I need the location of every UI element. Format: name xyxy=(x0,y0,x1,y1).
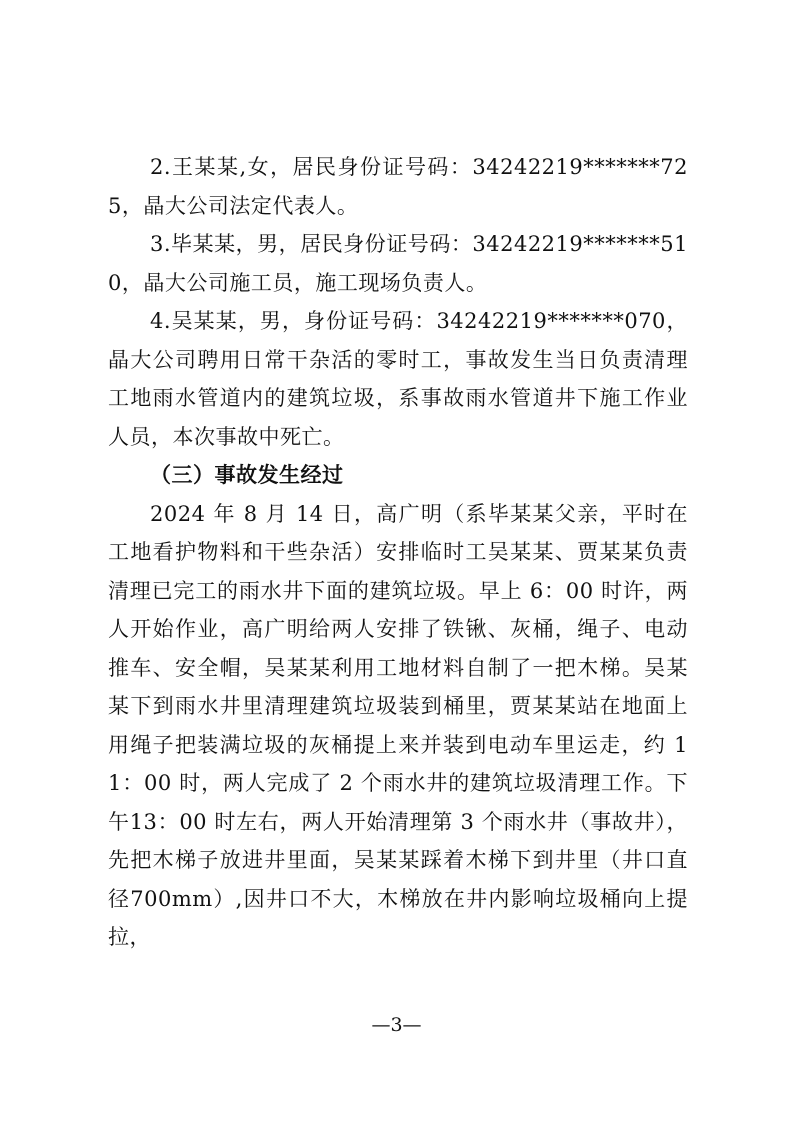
paragraph-person-2: 2.王某某,女，居民身份证号码：34242219*******725，晶大公司法定代表人。 xyxy=(108,155,688,218)
document-body xyxy=(108,148,688,957)
paragraph-person-3: 3.毕某某，男，居民身份证号码：34242219*******510，晶大公司施工员，施工现场负责人。 xyxy=(108,232,688,295)
section-heading: （三）事故发生经过 xyxy=(150,462,344,487)
paragraph-person-4: 4.吴某某，男，身份证号码：34242219*******070，晶大公司聘用日常干杂活的零时工，事故发生当日负责清理工地雨水管道内的建筑垃圾，系事故雨水管道井下施工作业人员，本次事故中死亡。 xyxy=(108,309,688,449)
page-number: —3— xyxy=(371,1014,422,1036)
paragraph-accident-process: 2024 年 8 月 14 日，高广明（系毕某某父亲，平时在工地看护物料和干些杂活）安排临时工吴某某、贾某某负责清理已完工的雨水井下面的建筑垃圾。早上 6：00 时许，两人开始作业，高广明给两人安排了铁锹、灰桶，绳子、电动推车、安全帽，吴某某利用工地材料自制了一把木梯。吴某某下到雨水井里清理建筑垃圾装到桶里，贾某某站在地面上用绳子把装满垃圾的灰桶提上来并装到电动车里运走，约 11：00 时，两人完成了 2 个雨水井的建筑垃圾清理工作。下午13：00 时左右，两人开始清理第 3 个雨水井（事故井），先把木梯子放进井里面，吴某某踩着木梯下到井里（井口直径700mm）,因井口不大，木梯放在井内影响垃圾桶向上提拉， xyxy=(108,501,688,949)
